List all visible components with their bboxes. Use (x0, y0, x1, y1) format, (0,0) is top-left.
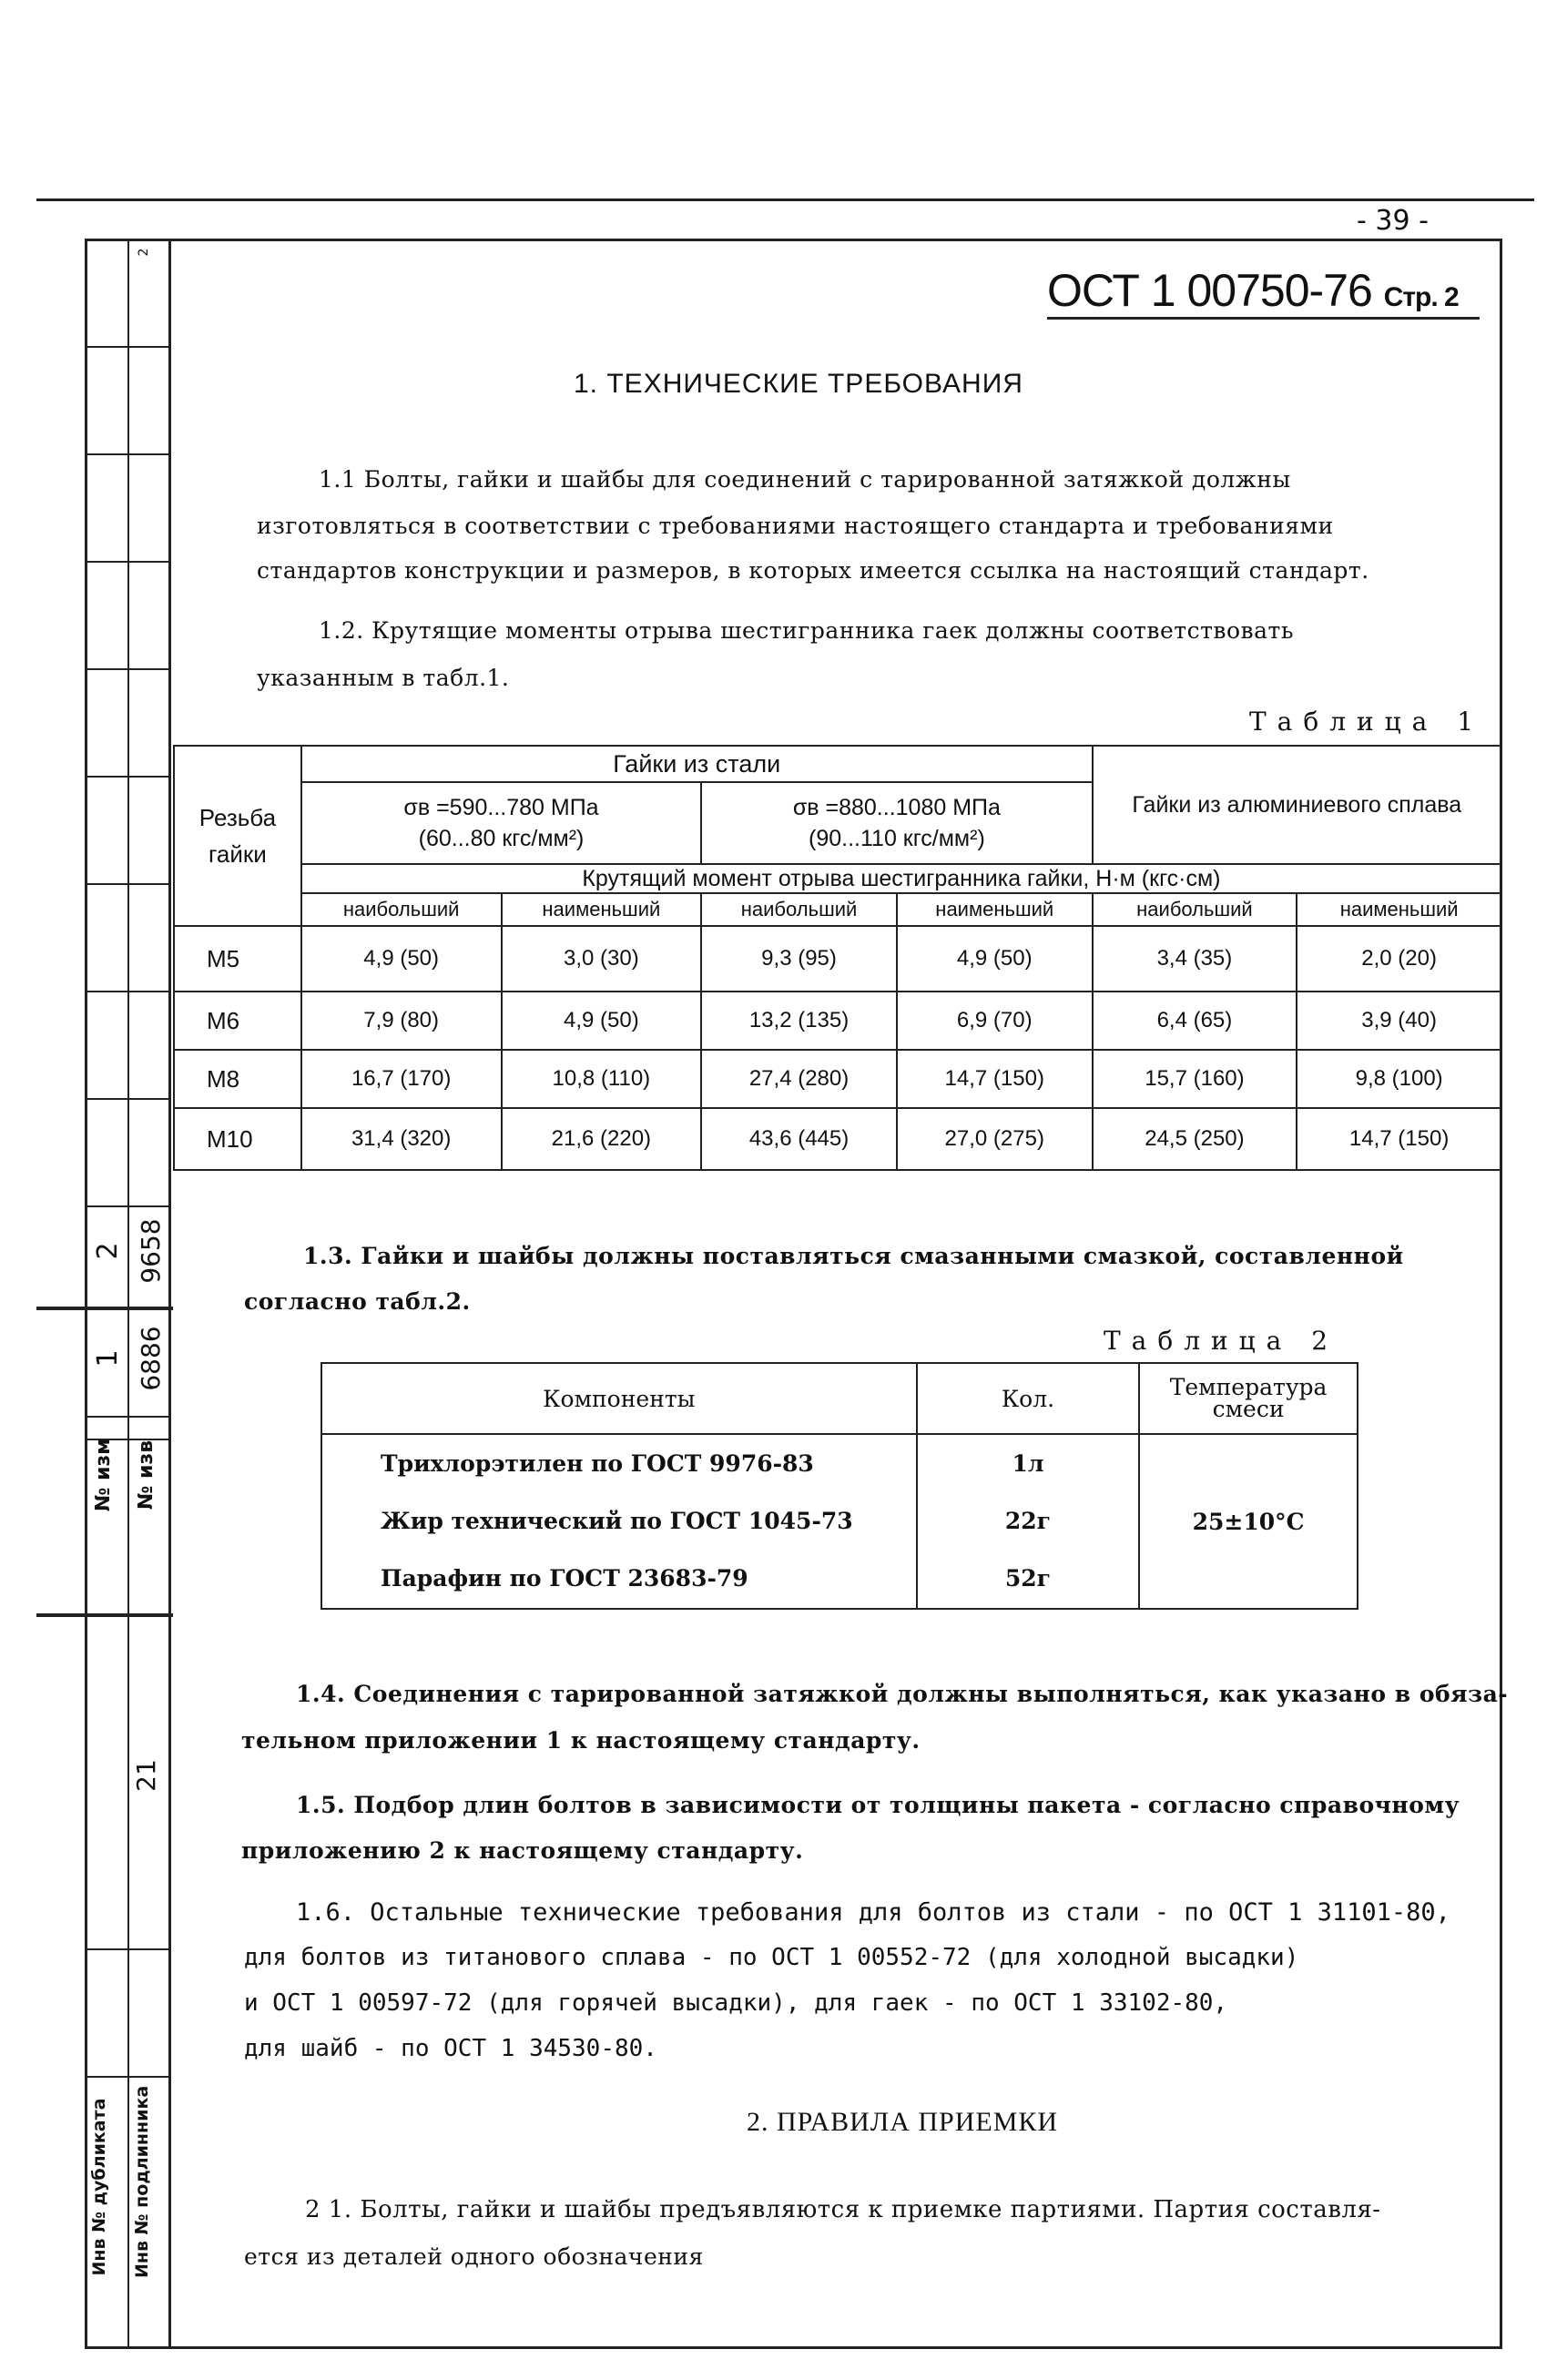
table-1 (173, 745, 1502, 1171)
strip-line (85, 1416, 171, 1418)
strip-line (85, 668, 171, 670)
strip-value: 2 (92, 1242, 124, 1260)
paragraph-line: 1.5. Подбор длин болтов в зависимости от толщины пакета - согласно справочному (296, 1792, 1460, 1818)
col-min: наименьший (897, 893, 1093, 926)
quantity-cell: 52г (917, 1549, 1139, 1609)
value-cell: 3,9 (40) (1297, 992, 1501, 1050)
strip-line (85, 561, 171, 563)
value-cell: 4,9 (50) (301, 926, 502, 992)
value-cell: 3,0 (30) (502, 926, 702, 992)
table-row (321, 1434, 1358, 1492)
thread-cell: М5 (174, 926, 301, 992)
paragraph-line: 1.4. Соединения с тарированной затяжкой должны выполняться, как указано в обяза- (296, 1681, 1509, 1707)
value-cell: 14,7 (150) (897, 1050, 1093, 1108)
component-cell: Парафин по ГОСТ 23683-79 (321, 1549, 917, 1609)
value-cell: 10,8 (110) (502, 1050, 702, 1108)
value-cell: 43,6 (445) (701, 1108, 897, 1170)
strip-top-number: 2 (137, 248, 151, 257)
paragraph-line: для болтов из титанового сплава - по ОСТ 1 00552-72 (для холодной высадки) (244, 1944, 1299, 1971)
table-row (174, 926, 1501, 992)
paragraph-line: ется из деталей одного обозначения (244, 2243, 704, 2270)
steel-grade-2-units: (90...110 кгс/мм²) (809, 826, 985, 851)
paragraph-line: тельном приложении 1 к настоящему стандарту. (241, 1727, 921, 1754)
table-2 (321, 1362, 1358, 1610)
col-max: наибольший (1093, 893, 1297, 926)
paragraph-line: указанным в табл.1. (257, 665, 510, 691)
col-max: наибольший (301, 893, 502, 926)
strip-line (85, 1948, 171, 1950)
table-row (174, 1108, 1501, 1170)
strip-line (85, 883, 171, 885)
value-cell: 6,9 (70) (897, 992, 1093, 1050)
quantity-cell: 22г (917, 1492, 1139, 1549)
document-code-text: ОСТ 1 00750-76 (1047, 265, 1372, 316)
value-cell: 4,9 (50) (897, 926, 1093, 992)
steel-grade-2-strength: σв =880...1080 МПа (792, 795, 1001, 820)
component-cell: Трихлорэтилен по ГОСТ 9976-83 (321, 1434, 917, 1492)
table-1-caption: Таблица 1 (1249, 707, 1485, 737)
strip-line (85, 453, 171, 455)
value-cell: 21,6 (220) (502, 1108, 702, 1170)
quantity-header: Кол. (917, 1363, 1139, 1434)
torque-header: Крутящий момент отрыва шестигранника гайки, Н·м (кгс·см) (301, 864, 1501, 893)
strip-line (85, 1098, 171, 1100)
strip-value: 21 (131, 1759, 161, 1792)
paragraph-line: 1.2. Крутящие моменты отрыва шестигранника гаек должны соответствовать (319, 617, 1294, 644)
value-cell: 9,3 (95) (701, 926, 897, 992)
value-cell: 2,0 (20) (1297, 926, 1501, 992)
paragraph-line: для шайб - по ОСТ 1 34530-80. (244, 2035, 657, 2062)
document-code (1047, 264, 1459, 317)
value-cell: 15,7 (160) (1093, 1050, 1297, 1108)
paragraph-line: согласно табл.2. (244, 1288, 471, 1315)
code-underline (1047, 317, 1480, 320)
value-cell: 27,0 (275) (897, 1108, 1093, 1170)
quantity-cell: 1л (917, 1434, 1139, 1492)
table-row (174, 992, 1501, 1050)
value-cell: 6,4 (65) (1093, 992, 1297, 1050)
temperature-cell: 25±10°С (1139, 1434, 1358, 1609)
value-cell: 16,7 (170) (301, 1050, 502, 1108)
paragraph-line: стандартов конструкции и размеров, в которых имеется ссылка на настоящий стандарт. (257, 557, 1369, 584)
col-min: наименьший (1297, 893, 1501, 926)
value-cell: 4,9 (50) (502, 992, 702, 1050)
value-cell: 31,4 (320) (301, 1108, 502, 1170)
steel-grade-1 (301, 782, 701, 864)
paragraph-line: и ОСТ 1 00597-72 (для горячей высадки), для гаек - по ОСТ 1 33102-80, (244, 1989, 1228, 2017)
strip-line (85, 1205, 171, 1207)
strip-label-dublikat: Инв № дубликата (89, 2098, 109, 2276)
section-2-title: 2. ПРАВИЛА ПРИЕМКИ (747, 2107, 1059, 2137)
paragraph-line: 1.1 Болты, гайки и шайбы для соединений с тарированной затяжкой должны (319, 466, 1291, 493)
components-header: Компоненты (321, 1363, 917, 1434)
page-label: Стр. 2 (1383, 282, 1459, 312)
paragraph-line: 2 1. Болты, гайки и шайбы предъявляются к приемке партиями. Партия составля- (305, 2196, 1381, 2223)
paragraph-line: 1.6. Остальные технические требования для болтов из стали - по ОСТ 1 31101-80, (296, 1898, 1450, 1927)
value-cell: 13,2 (135) (701, 992, 897, 1050)
strip-label-izv: № изв (135, 1439, 158, 1510)
strip-label-podlinnik: Инв № подлинника (132, 2085, 152, 2278)
value-cell: 9,8 (100) (1297, 1050, 1501, 1108)
strip-label-izm: № изм (92, 1438, 115, 1512)
steel-header: Гайки из стали (301, 746, 1093, 782)
strip-line (85, 776, 171, 778)
value-cell: 3,4 (35) (1093, 926, 1297, 992)
strip-value: 1 (92, 1349, 124, 1368)
component-cell: Жир технический по ГОСТ 1045-73 (321, 1492, 917, 1549)
steel-grade-1-strength: σв =590...780 МПа (403, 795, 599, 820)
col-max: наибольший (701, 893, 897, 926)
temperature-header: Температура смеси (1139, 1363, 1358, 1434)
value-cell: 27,4 (280) (701, 1050, 897, 1108)
steel-grade-1-units: (60...80 кгс/мм²) (418, 826, 585, 851)
value-cell: 14,7 (150) (1297, 1108, 1501, 1170)
alu-header: Гайки из алюминиевого сплава (1093, 746, 1501, 864)
page-number: - 39 - (1357, 205, 1429, 237)
strip-line (85, 2076, 171, 2078)
table-row (174, 1050, 1501, 1108)
table-2-caption: Таблица 2 (1104, 1326, 1339, 1356)
thread-cell: М8 (174, 1050, 301, 1108)
paragraph-line: 1.3. Гайки и шайбы должны поставляться смазанными смазкой, составленной (303, 1243, 1404, 1269)
col-min: наименьший (502, 893, 702, 926)
paragraph-line: приложению 2 к настоящему стандарту. (241, 1837, 804, 1864)
strip-value: 9658 (136, 1218, 166, 1284)
top-rule (36, 198, 1534, 201)
steel-grade-2 (701, 782, 1092, 864)
thread-cell: М10 (174, 1108, 301, 1170)
strip-line (36, 1307, 173, 1310)
strip-value: 6886 (136, 1326, 166, 1391)
paragraph-line: изготовляться в соответствии с требованиями настоящего стандарта и требованиями (257, 513, 1334, 539)
value-cell: 7,9 (80) (301, 992, 502, 1050)
strip-line (36, 1613, 173, 1617)
thread-header: Резьба гайки (174, 746, 301, 926)
strip-line (85, 991, 171, 992)
section-1-title: 1. ТЕХНИЧЕСКИЕ ТРЕБОВАНИЯ (574, 369, 1023, 399)
left-strip-divider (127, 239, 129, 2349)
thread-cell: М6 (174, 992, 301, 1050)
strip-line (85, 346, 171, 348)
value-cell: 24,5 (250) (1093, 1108, 1297, 1170)
